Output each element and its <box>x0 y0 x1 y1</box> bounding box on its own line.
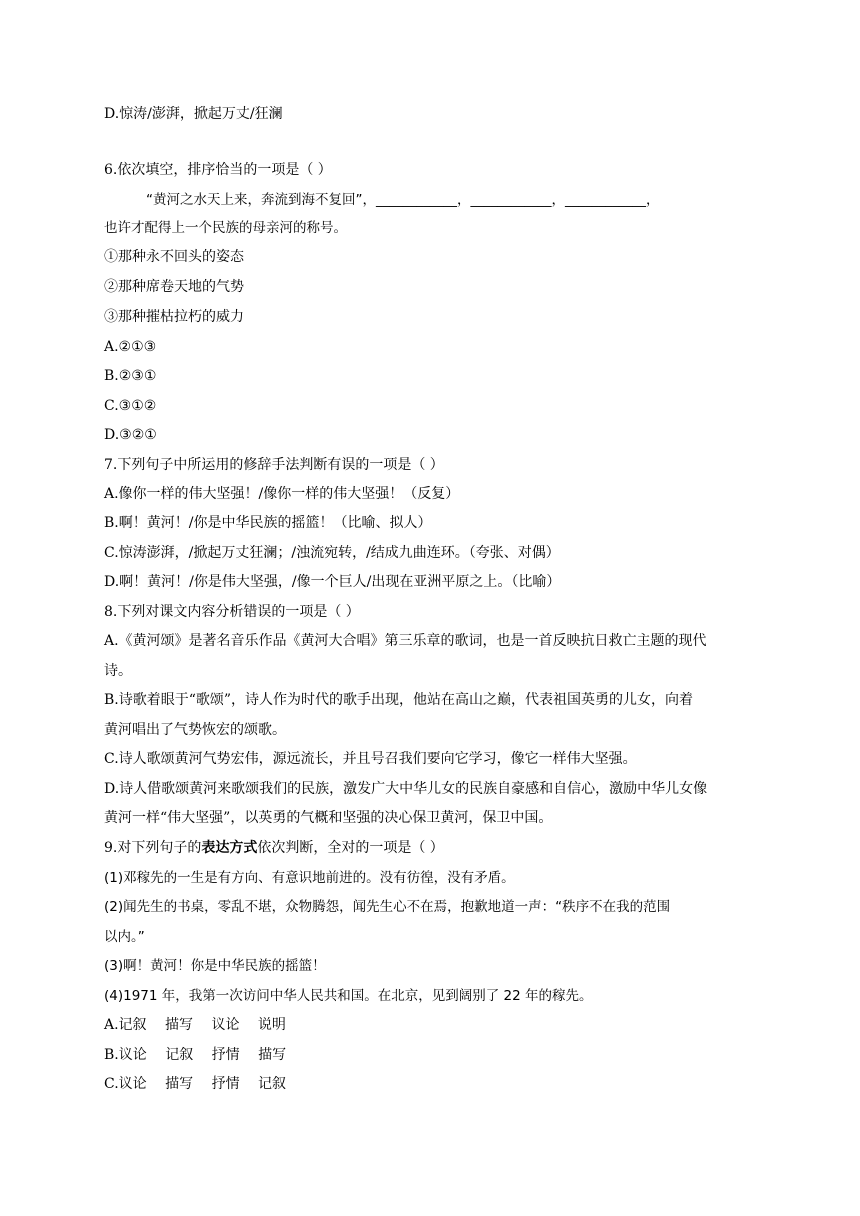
q9-option-c: C.议论 描写 抒情 记叙 <box>104 1076 287 1092</box>
q6-item-1: ①那种永不回头的姿态 <box>104 249 244 265</box>
q8-option-a-line-2: 诗。 <box>104 663 132 679</box>
q9-stem-emphasis: 表达方式 <box>201 840 258 856</box>
q7-option-a: A.像你一样的伟大坚强！/像你一样的伟大坚强！（反复） <box>104 486 460 502</box>
q7-option-b: B.啊！黄河！/你是中华民族的摇篮！（比喻、拟人） <box>104 515 432 531</box>
q9-stem-post: 依次判断，全对的一项是（ ） <box>257 840 444 856</box>
q6-stem: 6.依次填空，排序恰当的一项是（ ） <box>104 162 332 178</box>
q6-passage-line-2: 也许才配得上一个民族的母亲河的称号。 <box>104 220 347 236</box>
q8-option-d-line-1: D.诗人借歌颂黄河来歌颂我们的民族，激发广大中华儿女的民族自豪感和自信心，激励中华儿女像 <box>104 781 708 797</box>
q8-stem: 8.下列对课文内容分析错误的一项是（ ） <box>104 604 360 620</box>
q8-option-d-line-2: 黄河一样“伟大坚强”，以英勇的气概和坚强的决心保卫黄河，保卫中国。 <box>104 810 553 826</box>
q9-option-b: B.议论 记叙 抒情 描写 <box>104 1047 287 1063</box>
q7-stem: 7.下列句子中所运用的修辞手法判断有误的一项是（ ） <box>104 457 444 473</box>
q8-option-b-line-2: 黄河唱出了气势恢宏的颂歌。 <box>104 722 286 738</box>
q6-option-c: C.③①② <box>104 398 157 414</box>
q5-option-d: D.惊涛/澎湃，掀起万丈/狂澜 <box>104 106 283 122</box>
q9-option-a: A.记叙 描写 议论 说明 <box>104 1017 286 1033</box>
q6-item-2: ②那种席卷天地的气势 <box>104 279 244 295</box>
q7-option-c: C.惊涛澎湃，/掀起万丈狂澜；/浊流宛转，/结成九曲连环。（夸张、对偶） <box>104 545 560 561</box>
q6-passage-line-1: “黄河之水天上来，奔流到海不复回”，____________，____________，____________， <box>146 192 660 208</box>
q8-option-a-line-1: A.《黄河颂》是著名音乐作品《黄河大合唱》第三乐章的歌词，也是一首反映抗日救亡主题的现代 <box>104 633 707 649</box>
q6-option-b: B.②③① <box>104 368 157 384</box>
q6-option-a: A.②①③ <box>104 339 157 355</box>
q9-sentence-4: (4)1971 年，我第一次访问中华人民共和国。在北京，见到阔别了 22 年的稼先。 <box>104 988 593 1004</box>
q9-sentence-1: (1)邓稼先的一生是有方向、有意识地前进的。没有彷徨，没有矛盾。 <box>104 870 515 886</box>
q9-sentence-3: (3)啊！黄河！你是中华民族的摇篮！ <box>104 958 326 974</box>
q9-stem <box>104 838 444 858</box>
q9-sentence-2-line-2: 以内。” <box>104 929 145 945</box>
q9-sentence-2-line-1: (2)闻先生的书桌，零乱不堪，众物腾怨，闻先生心不在焉，抱歉地道一声：“秩序不在我的范围 <box>104 899 671 915</box>
q8-option-c: C.诗人歌颂黄河气势宏伟，源远流长，并且号召我们要向它学习，像它一样伟大坚强。 <box>104 751 637 767</box>
q6-item-3: ③那种摧枯拉朽的威力 <box>104 309 244 325</box>
q8-option-b-line-1: B.诗歌着眼于“歌颂”，诗人作为时代的歌手出现，他站在高山之巅，代表祖国英勇的儿女，向着 <box>104 692 694 708</box>
q6-option-d: D.③②① <box>104 427 157 443</box>
q9-stem-pre: 9.对下列句子的 <box>104 840 202 856</box>
q7-option-d: D.啊！黄河！/你是伟大坚强，/像一个巨人/出现在亚洲平原之上。（比喻） <box>104 574 561 590</box>
